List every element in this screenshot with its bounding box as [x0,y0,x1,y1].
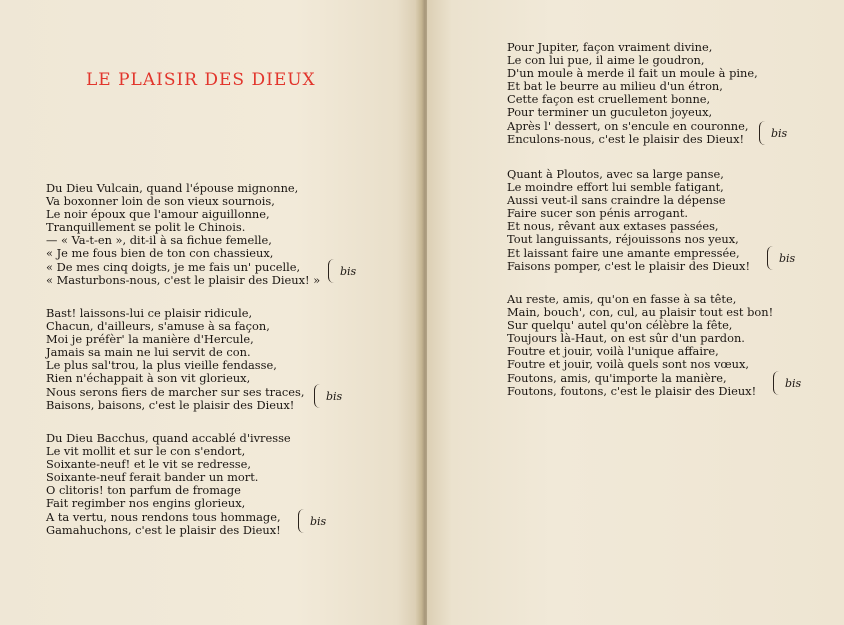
verse-line: — « Va-t-en », dit-il à sa fichue femelle, [46,233,272,248]
verse-line: Va boxonner loin de son vieux sournois, [46,194,275,209]
verse-line: Moi je préfèr' la manière d'Hercule, [46,332,254,347]
verse-line: Après l' dessert, on s'encule en couronne, [507,118,749,133]
verse-line: Le vit mollit et sur le con s'endort, [46,444,246,459]
verse-line: Faire sucer son pénis arrogant. [507,206,689,221]
verse-line: Tranquillement se polit le Chinois. [46,220,246,235]
verse-line: Main, bouch', con, cul, au plaisir tout est bon! [507,305,774,320]
verse-line: Pour Jupiter, façon vraiment divine, [507,40,713,54]
verse-line: Le con lui pue, il aime le goudron, [507,53,705,68]
stanza-4 [507,41,758,146]
verse-line: D'un moule à merde il fait un moule à pine, [507,66,758,81]
verse-line: Foutons, amis, qu'importe la manière, [507,370,727,385]
poem-title: LE PLAISIR DES DIEUX [86,70,316,90]
verse-line: Le noir époux que l'amour aiguillonne, [46,207,270,222]
verse-line: Rien n'échappait à son vit glorieux, [46,371,251,386]
verse-line: Bast! laissons-lui ce plaisir ridicule, [46,306,253,320]
verse-line: Fait regimber nos engins glorieux, [46,496,246,511]
bis-marker [314,384,342,408]
verse-line: Foutre et jouir, voilà l'unique affaire, [507,344,719,359]
verse-line: « De mes cinq doigts, je me fais un' pucelle, [46,259,301,274]
verse-line: Baisons, baisons, c'est le plaisir des Dieux! [46,397,295,412]
bis-marker [773,371,801,395]
verse-line: Toujours là-Haut, on est sûr d'un pardon. [507,331,745,346]
verse-line: Pour terminer un guculeton joyeux, [507,105,713,120]
brace-icon [328,259,334,283]
verse-line: Et bat le beurre au milieu d'un étron, [507,79,723,94]
verse-line: Du Dieu Bacchus, quand accablé d'ivresse [46,431,291,445]
verse-line: Et nous, rêvant aux extases passées, [507,219,719,234]
brace-icon [767,246,773,270]
brace-icon [314,384,320,408]
verse-line: Le moindre effort lui semble fatigant, [507,180,724,195]
verse-line: « Je me fous bien de ton con chassieux, [46,246,274,261]
verse-line: Foutre et jouir, voilà quels sont nos vœux, [507,357,750,372]
bis-marker [328,259,356,283]
bis-marker [759,121,787,145]
bis-label: bis [771,126,788,140]
brace-icon [298,509,304,533]
verse-line: Quant à Ploutos, avec sa large panse, [507,167,724,181]
verse-line: Aussi veut-il sans craindre la dépense [507,193,726,208]
bis-label: bis [310,514,327,528]
stanza-6 [507,293,773,398]
verse-line: Le plus sal'trou, la plus vieille fendasse, [46,358,277,373]
verse-line: O clitoris! ton parfum de fromage [46,483,241,498]
verse-line: Sur quelqu' autel qu'on célèbre la fête, [507,318,733,333]
verse-line: Soixante-neuf ferait bander un mort. [46,470,259,485]
verse-line: Et laissant faire une amante empressée, [507,245,740,260]
stanza-1 [46,182,320,287]
verse-line: Foutons, foutons, c'est le plaisir des Dieux! [507,383,757,398]
stanza-3 [46,432,291,537]
bis-marker [767,246,795,270]
verse-line: Enculons-nous, c'est le plaisir des Dieux! [507,131,745,146]
verse-line: Du Dieu Vulcain, quand l'épouse mignonne, [46,181,299,195]
bis-marker [298,509,326,533]
verse-line: Gamahuchons, c'est le plaisir des Dieux! [46,522,281,537]
stanza-5 [507,168,750,273]
right-page [427,0,844,625]
bis-label: bis [326,389,343,403]
verse-line: Nous serons fiers de marcher sur ses traces, [46,384,305,399]
brace-icon [759,121,765,145]
verse-line: Faisons pomper, c'est le plaisir des Dieux! [507,258,751,273]
verse-line: Cette façon est cruellement bonne, [507,92,711,107]
verse-line: A ta vertu, nous rendons tous hommage, [46,509,281,524]
verse-line: Jamais sa main ne lui servit de con. [46,345,251,360]
bis-label: bis [785,376,802,390]
verse-line: Soixante-neuf! et le vit se redresse, [46,457,251,472]
brace-icon [773,371,779,395]
bis-label: bis [340,264,357,278]
verse-line: Tout languissants, réjouissons nos yeux, [507,232,739,247]
verse-line: Au reste, amis, qu'on en fasse à sa tête, [507,292,737,306]
bis-label: bis [779,251,796,265]
verse-line: « Masturbons-nous, c'est le plaisir des Dieux! » [46,272,321,287]
verse-line: Chacun, d'ailleurs, s'amuse à sa façon, [46,319,270,334]
stanza-2 [46,307,304,412]
